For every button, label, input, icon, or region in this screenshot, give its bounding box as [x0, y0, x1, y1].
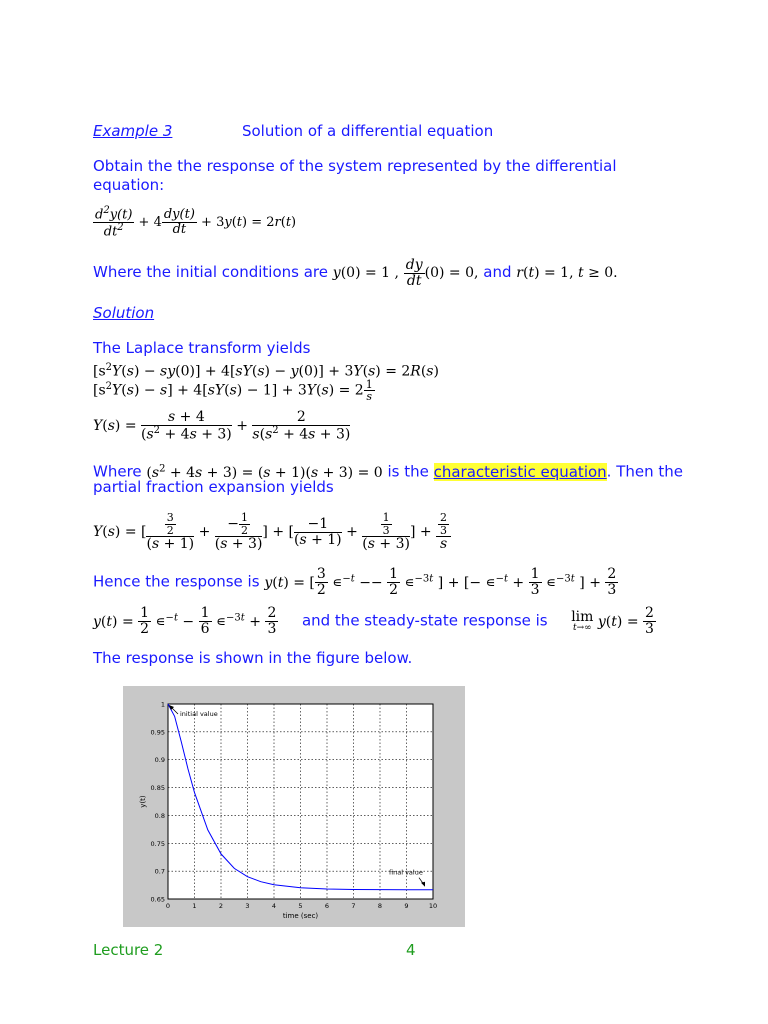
- laplace-eq-2: $[s^2Y(s) - s] + 4[sY(s) - 1] + 3Y(s) = 2$ $\frac{1}{s}$: [93, 377, 373, 404]
- characteristic-line-2: partial fraction expansion yields: [93, 478, 334, 496]
- x-tick-label: 5: [298, 902, 303, 910]
- initial-value-annotation: initial value: [180, 710, 218, 718]
- x-tick-label: 7: [351, 902, 356, 910]
- y-tick-label: 0.8: [154, 811, 165, 820]
- example-header: [93, 122, 493, 141]
- characteristic-suffix: . Then the: [606, 462, 683, 481]
- intro-line-2: equation:: [93, 176, 165, 194]
- x-tick-label: 8: [377, 902, 383, 910]
- characteristic-highlight: characteristic equation: [433, 462, 607, 481]
- laplace-eq-1: $[s^2Y(s) - sy(0)] + 4[sY(s) - y(0)] + 3Y(s) = 2R(s)$: [93, 362, 439, 380]
- intro-line-1: Obtain the the response of the system represented by the differential: [93, 157, 617, 175]
- example-label: Example 3: [93, 122, 173, 140]
- x-tick-label: 3: [245, 902, 250, 910]
- y-tick-label: 1: [160, 700, 165, 709]
- example-title: Solution of a differential equation: [241, 122, 494, 140]
- footer-page-number: 4: [406, 941, 416, 959]
- footer-lecture: Lecture 2: [93, 941, 164, 959]
- final-value-annotation: final value: [389, 868, 423, 877]
- x-tick-label: 9: [404, 902, 409, 910]
- steady-state-text: and the steady-state response is: [301, 611, 548, 630]
- x-tick-label: 0: [165, 902, 171, 910]
- y-axis-label: y(t): [139, 795, 147, 808]
- differential-equation: $\frac{d^2y(t)}{dt^2}$ + 4 $\frac{dy(t)}{dt}$ + 3y(t) = 2r(t): [95, 205, 297, 240]
- partial-fraction-equation: Y(s) = [ $\frac{\frac{3}{2}}{(s + 1)}$ + − $\frac{1}{2}$ (s + 3) ] + [ $\frac{-1}{(s + 1)}$ + $\frac{\frac{1}{3}}{(s + 3)}$ ] + $\frac{\frac{2}{3}}{s}$: [93, 510, 451, 554]
- y-tick-label: 0.65: [150, 895, 165, 904]
- x-axis-label: time (sec): [282, 912, 319, 920]
- response-figure: [123, 686, 465, 927]
- ys-equation: Y(s) = $\frac{s + 4}{(s^2 + 4s + 3)}$ + $\frac{2}{s(s^2 + 4s + 3)}$: [93, 409, 351, 443]
- final-response-line: y(t) = $\frac{1}{2}$ ∊$^{-t}$ − $\frac{1}{6}$ ∊$^{-3t}$ + $\frac{2}{3}$ and the steady-state response is lim t→∞ y(t) = $\frac{2}{3}$: [93, 605, 654, 638]
- characteristic-mid: is the: [387, 462, 429, 481]
- conditions-prefix: Where the initial conditions are: [93, 263, 328, 281]
- characteristic-prefix: Where: [93, 462, 142, 481]
- y-tick-label: 0.9: [154, 756, 165, 765]
- response-chart: [123, 686, 465, 927]
- x-tick-label: 10: [428, 902, 438, 910]
- response-shown-text: The response is shown in the figure below.: [93, 649, 413, 667]
- laplace-intro: The Laplace transform yields: [93, 339, 311, 357]
- x-tick-label: 6: [324, 902, 330, 910]
- x-tick-label: 2: [218, 902, 224, 910]
- hence-text: Hence the response is: [93, 572, 260, 591]
- characteristic-line: Where $(s^2 + 4s + 3) = (s + 1)(s + 3) = 0$ is the characteristic equation. Then the: [93, 462, 683, 481]
- y-tick-label: 0.85: [150, 784, 165, 793]
- y-tick-label: 0.75: [150, 839, 165, 848]
- x-tick-label: 4: [271, 902, 277, 910]
- y-tick-label: 0.95: [150, 728, 165, 737]
- x-tick-label: 1: [192, 902, 197, 910]
- hence-line: Hence the response is y(t) = [ $\frac{3}{2}$ ∊$^{-t}$ −− $\frac{1}{2}$ ∊$^{-3t}$ ] + [− ∊$^{-t}$ + $\frac{1}{3}$ ∊$^{-3t}$ ] + $\frac{2}{3}$: [93, 566, 617, 599]
- conditions-and: and: [483, 263, 512, 281]
- y-tick-label: 0.7: [154, 867, 165, 876]
- solution-heading: Solution: [93, 304, 155, 322]
- initial-conditions: Where the initial conditions are y(0) = 1 , $\frac{dy}{dt}$ (0) = 0, and r(t) = 1, t ≥ 0.: [93, 256, 618, 289]
